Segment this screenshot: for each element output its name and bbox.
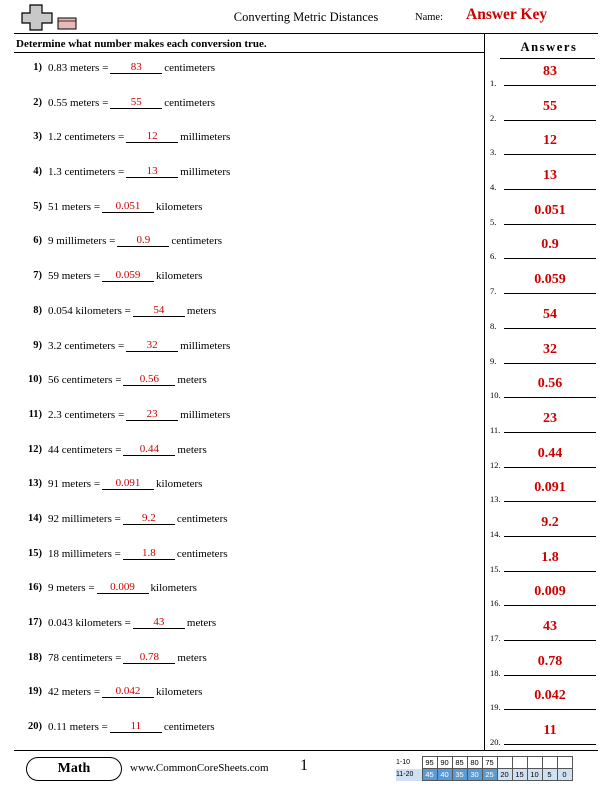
- problem-prefix: 18 millimeters =: [48, 547, 121, 560]
- answer-number: 11.: [490, 424, 501, 435]
- answer-item: [488, 480, 600, 515]
- answer-key-label: Answer Key: [466, 6, 548, 23]
- answer-number: 4.: [490, 182, 497, 193]
- score-cell: 5: [542, 769, 557, 781]
- problem-suffix: meters: [186, 304, 217, 317]
- problem-prefix: 42 meters =: [48, 686, 101, 699]
- score-cell: 95: [422, 757, 437, 769]
- site-url: www.CommonCoreSheets.com: [130, 762, 269, 774]
- answer-item: [488, 168, 600, 203]
- problem-number: 16): [28, 582, 42, 594]
- problem-suffix: millimeters: [180, 339, 231, 352]
- problem-row: [14, 336, 482, 371]
- problem-number: 20): [28, 721, 42, 733]
- answer-item: [488, 307, 600, 342]
- problem-row: [14, 370, 482, 405]
- answers-heading-divider: [500, 58, 595, 59]
- score-cell: 15: [512, 769, 527, 781]
- problem-row: [14, 440, 482, 475]
- answer-number: 7.: [490, 286, 497, 297]
- answer-item: [488, 584, 600, 619]
- answer-blank[interactable]: 13: [126, 165, 178, 178]
- page-title: Converting Metric Distances: [233, 10, 379, 24]
- score-cell: 85: [452, 757, 467, 769]
- problem-suffix: kilometers: [150, 582, 197, 595]
- answer-number: 13.: [490, 494, 501, 505]
- score-cell-highlighted: 50: [557, 757, 572, 769]
- answer-value: 0.44: [537, 445, 563, 461]
- problem-prefix: 0.054 kilometers =: [48, 304, 131, 317]
- problem-row: [14, 578, 482, 613]
- answer-value: 1.8: [541, 549, 559, 565]
- problem-suffix: meters: [177, 651, 207, 664]
- score-cell-highlighted: 30: [467, 769, 482, 781]
- answer-value: 0.059: [534, 272, 566, 288]
- answer-item: [488, 411, 600, 446]
- answer-blank[interactable]: 12: [126, 130, 178, 143]
- problem-number: 18): [28, 651, 42, 663]
- answer-item: [488, 619, 600, 654]
- problem-number: 19): [28, 686, 42, 698]
- problem-suffix: millimeters: [180, 166, 231, 179]
- answer-item: [488, 688, 600, 723]
- problem-suffix: centimeters: [164, 96, 215, 109]
- footer-divider: [14, 750, 598, 751]
- problem-suffix: meters: [177, 374, 207, 387]
- answer-line: [504, 640, 596, 641]
- answer-blank[interactable]: 83: [110, 61, 162, 74]
- answer-line: [504, 605, 596, 606]
- problem-row: [14, 301, 482, 336]
- answer-line: [504, 571, 596, 572]
- answer-item: [488, 515, 600, 550]
- problem-list: [14, 58, 482, 752]
- answer-number: 9.: [490, 355, 497, 366]
- answer-number: 3.: [490, 147, 497, 158]
- problem-row: [14, 405, 482, 440]
- answer-item: [488, 376, 600, 411]
- answer-blank[interactable]: 11: [110, 720, 162, 733]
- problem-row: [14, 682, 482, 717]
- problem-row: [14, 162, 482, 197]
- answer-line: [504, 501, 596, 502]
- answer-value: 0.091: [534, 480, 566, 496]
- problem-suffix: centimeters: [164, 62, 215, 74]
- instructions-text: Determine what number makes each conversion true.: [16, 38, 267, 50]
- page-header: [0, 0, 612, 34]
- problem-number: 12): [28, 443, 42, 455]
- problem-suffix: kilometers: [156, 686, 203, 699]
- score-cell-highlighted: 25: [482, 769, 497, 781]
- answer-item: [488, 723, 600, 758]
- problem-prefix: 0.55 meters =: [48, 96, 109, 109]
- problem-suffix: centimeters: [163, 721, 215, 734]
- answer-item: [488, 654, 600, 689]
- problem-row: [14, 648, 482, 683]
- problem-suffix: millimeters: [180, 408, 231, 421]
- problem-row: [14, 197, 482, 232]
- score-row-1: [396, 757, 572, 769]
- header-divider: [14, 33, 598, 34]
- answer-blank[interactable]: 0.9: [117, 234, 169, 247]
- answer-value: 0.042: [534, 688, 566, 704]
- score-cell: 90: [437, 757, 452, 769]
- answer-number: 18.: [490, 667, 501, 678]
- answer-value: 0.9: [541, 237, 559, 253]
- answer-number: 19.: [490, 702, 501, 713]
- answer-number: 2.: [490, 112, 497, 123]
- problem-suffix: meters: [186, 617, 217, 629]
- name-label: Name:: [415, 12, 443, 23]
- score-row-2: [396, 769, 572, 781]
- problem-number: 6): [33, 235, 42, 247]
- score-cell-highlighted: 35: [452, 769, 467, 781]
- answer-line: [504, 120, 596, 121]
- problem-suffix: centimeters: [176, 547, 228, 560]
- answer-value: 23: [543, 410, 557, 426]
- answer-line: [504, 293, 596, 294]
- answer-line: [504, 709, 596, 710]
- answer-line: [504, 258, 596, 259]
- answer-blank[interactable]: 0.44: [123, 443, 175, 456]
- problem-number: 4): [33, 166, 42, 178]
- score-cell-highlighted: 40: [437, 769, 452, 781]
- problem-prefix: 59 meters =: [48, 270, 101, 283]
- answer-number: 10.: [490, 390, 501, 401]
- problem-number: 15): [28, 547, 42, 559]
- problem-prefix: 51 meters =: [48, 200, 101, 213]
- answer-line: [504, 744, 596, 745]
- subject-badge: Math: [26, 757, 122, 781]
- answer-number: 17.: [490, 633, 501, 643]
- answer-line: [504, 328, 596, 329]
- answer-number: 1.: [490, 78, 497, 88]
- problem-row: [14, 127, 482, 162]
- problem-row: [14, 544, 482, 579]
- answer-item: [488, 342, 600, 377]
- answer-line: [504, 467, 596, 468]
- problem-prefix: 91 meters =: [48, 478, 101, 491]
- problem-suffix: meters: [177, 443, 207, 456]
- answer-blank[interactable]: 0.091: [102, 477, 154, 490]
- answer-blank[interactable]: 23: [126, 408, 178, 421]
- problem-number: 13): [28, 478, 42, 490]
- problem-prefix: 78 centimeters =: [48, 651, 122, 664]
- answer-blank[interactable]: 43: [133, 616, 185, 629]
- problem-number: 17): [28, 617, 42, 628]
- problem-row: [14, 93, 482, 128]
- answer-number: 8.: [490, 320, 497, 331]
- answer-item: [488, 550, 600, 585]
- answer-line: [504, 224, 596, 225]
- problem-row: [14, 266, 482, 301]
- problem-number: 7): [33, 270, 42, 282]
- answer-value: 32: [543, 341, 557, 357]
- answer-number: 5.: [490, 216, 497, 227]
- answer-value: 0.56: [537, 376, 563, 392]
- problem-row: [14, 474, 482, 509]
- answer-blank[interactable]: 0.042: [102, 685, 154, 698]
- problem-prefix: 2.3 centimeters =: [48, 408, 125, 421]
- answer-item: [488, 237, 600, 272]
- problem-row: [14, 613, 482, 648]
- problem-prefix: 56 centimeters =: [48, 374, 122, 387]
- answer-number: 6.: [490, 251, 497, 262]
- answer-line: [504, 675, 596, 676]
- problem-prefix: 9 millimeters =: [48, 235, 116, 248]
- answer-blank[interactable]: 55: [110, 96, 162, 109]
- score-cell-highlighted: 65: [512, 757, 527, 769]
- answer-blank[interactable]: 0.78: [123, 651, 175, 664]
- problem-suffix: kilometers: [156, 478, 203, 491]
- answer-value: 12: [543, 133, 557, 149]
- problem-row: [14, 717, 482, 752]
- answer-blank[interactable]: 0.059: [102, 269, 154, 282]
- score-row-1-label: 1-10: [396, 757, 422, 769]
- score-cell: 75: [482, 757, 497, 769]
- answer-value: 0.009: [534, 584, 566, 600]
- answer-number: 20.: [490, 737, 501, 748]
- answers-list: [488, 64, 600, 758]
- problem-row: [14, 231, 482, 266]
- answer-item: [488, 272, 600, 307]
- score-row-2-label: 11-20: [396, 769, 422, 781]
- answer-value: 0.78: [537, 653, 563, 669]
- answer-value: 43: [543, 619, 557, 634]
- instructions-divider: [14, 52, 484, 53]
- problem-prefix: 92 millimeters =: [48, 512, 121, 525]
- answer-blank[interactable]: 0.051: [102, 200, 154, 213]
- problem-number: 10): [28, 374, 42, 386]
- problem-suffix: kilometers: [156, 270, 203, 283]
- answer-number: 15.: [490, 563, 501, 574]
- score-cell-highlighted: 60: [527, 757, 542, 769]
- answer-line: [504, 189, 596, 190]
- problem-prefix: 0.11 meters =: [48, 721, 108, 734]
- problem-suffix: centimeters: [176, 512, 228, 525]
- problem-prefix: 0.83 meters =: [48, 62, 109, 74]
- answer-value: 83: [543, 64, 557, 79]
- problem-prefix: 0.043 kilometers =: [48, 617, 131, 629]
- answer-value: 55: [543, 98, 557, 114]
- answer-item: [488, 203, 600, 238]
- answer-line: [504, 85, 596, 86]
- problem-prefix: 9 meters =: [48, 582, 95, 595]
- problem-number: 2): [33, 96, 42, 108]
- answer-number: 12.: [490, 459, 501, 470]
- answer-blank[interactable]: 9.2: [123, 512, 175, 525]
- problem-prefix: 1.2 centimeters =: [48, 131, 125, 144]
- answer-blank[interactable]: 0.009: [97, 581, 149, 594]
- score-cell: 20: [497, 769, 512, 781]
- problem-number: 14): [28, 512, 42, 524]
- problem-number: 9): [33, 339, 42, 351]
- score-cell: 0: [557, 769, 572, 781]
- answer-value: 0.051: [534, 202, 566, 218]
- answer-blank[interactable]: 0.56: [123, 373, 175, 386]
- score-cell-highlighted: 45: [422, 769, 437, 781]
- problem-number: 3): [33, 131, 42, 143]
- score-cell-highlighted: 70: [497, 757, 512, 769]
- answer-number: 14.: [490, 528, 501, 539]
- answer-blank[interactable]: 1.8: [123, 547, 175, 560]
- answer-line: [504, 397, 596, 398]
- answer-value: 13: [543, 168, 557, 184]
- problem-row: [14, 58, 482, 93]
- problem-suffix: kilometers: [156, 200, 203, 213]
- answers-heading: Answers: [520, 40, 578, 54]
- problem-number: 1): [33, 62, 42, 73]
- answer-item: [488, 64, 600, 99]
- answer-value: 9.2: [541, 514, 559, 530]
- answer-item: [488, 446, 600, 481]
- score-cell: 80: [467, 757, 482, 769]
- score-cell-highlighted: 55: [542, 757, 557, 769]
- problem-number: 11): [28, 408, 42, 420]
- problem-number: 5): [33, 200, 42, 212]
- problem-prefix: 3.2 centimeters =: [48, 339, 125, 352]
- answer-item: [488, 133, 600, 168]
- answer-value: 54: [543, 306, 557, 322]
- answer-line: [504, 363, 596, 364]
- answer-line: [504, 432, 596, 433]
- score-cell: 10: [527, 769, 542, 781]
- problem-suffix: millimeters: [180, 131, 231, 144]
- page-number: 1: [300, 757, 308, 774]
- answer-blank[interactable]: 32: [126, 339, 178, 352]
- problem-number: 8): [33, 304, 42, 316]
- score-table: [396, 756, 573, 781]
- answer-line: [504, 536, 596, 537]
- problem-row: [14, 509, 482, 544]
- answer-item: [488, 99, 600, 134]
- answer-blank[interactable]: 54: [133, 304, 185, 317]
- answers-column-divider: [484, 33, 485, 750]
- problem-prefix: 1.3 centimeters =: [48, 166, 125, 179]
- problem-suffix: centimeters: [171, 235, 223, 248]
- answer-line: [504, 154, 596, 155]
- answer-value: 11: [543, 723, 557, 739]
- answer-number: 16.: [490, 598, 501, 609]
- problem-prefix: 44 centimeters =: [48, 443, 122, 456]
